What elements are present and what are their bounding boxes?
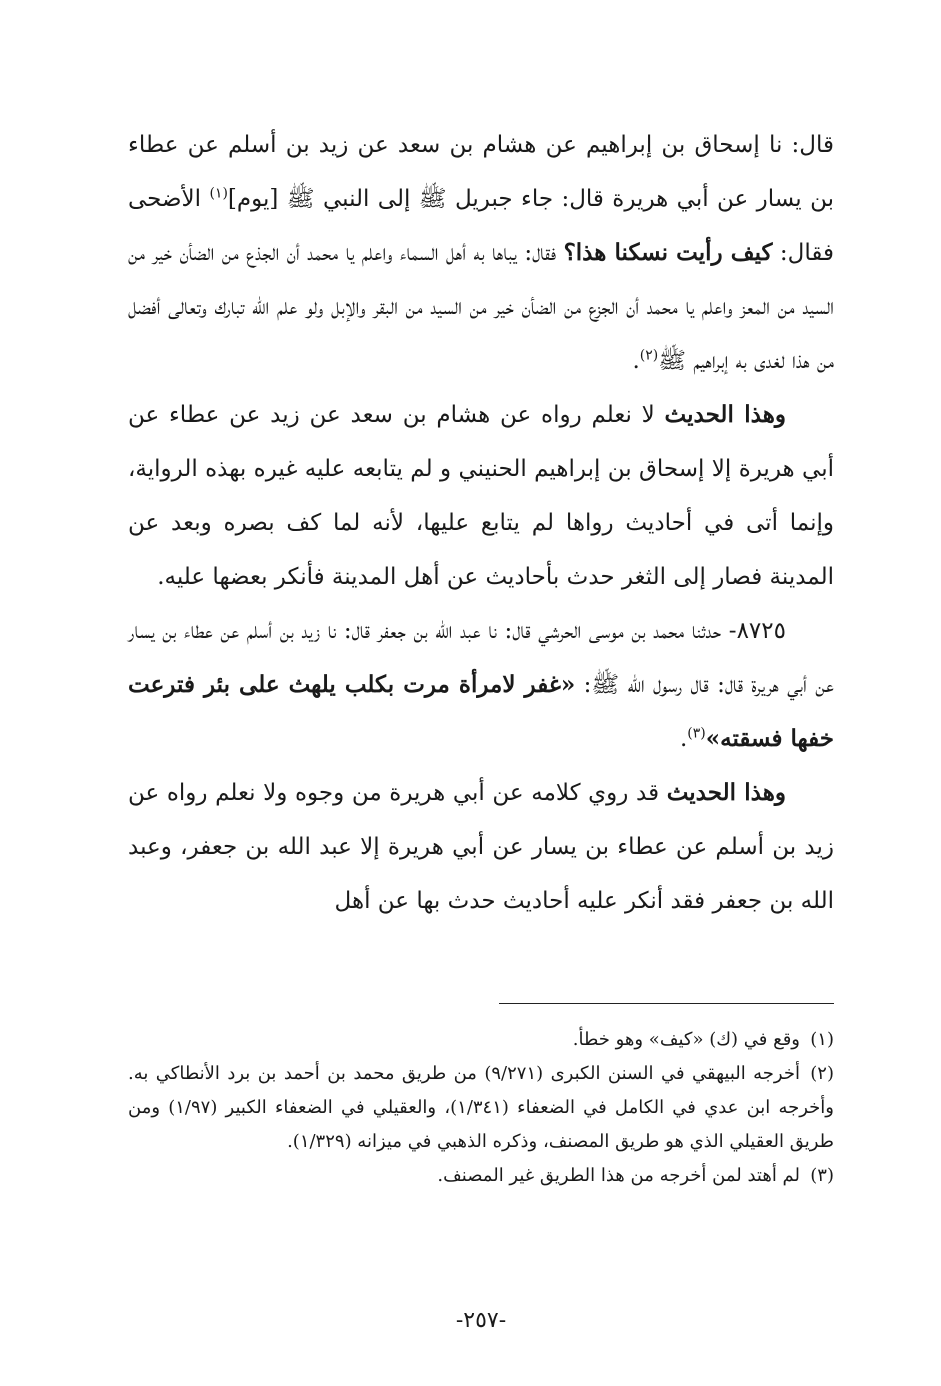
- text-run: فقال: يباها به أهل السماء واعلم يا محمد أن الجذع من الضأن خير من السيد من المعز واعلم يا محمد أن الجزع من الضأن خير من السيد من البقر والإبل ولو علم الله تبارك وتعالى أفضل من هذا لغدى به إبراهيم ﷺ: [128, 240, 834, 374]
- text-run: قال: نا إسحاق بن إبراهيم عن هشام بن سعد عن زيد بن أسلم عن عطاء بن يسار عن أبي هريرة قال: جاء جبريل ﷺ إلى النبي ﷺ [يوم]: [128, 132, 834, 212]
- text-run: لا نعلم رواه عن هشام بن سعد عن زيد عن عطاء عن أبي هريرة إلا إسحاق بن إبراهيم الحنيني و لم يتابعه عليه غيره بهذه الرواية، وإنما أتى في أحاديث رواها لم يتابع عليها، لأنه لما كف بصره وبعد عن المدينة فصار إلى الثغر حدث بأحاديث عن أهل المدينة فأنكر بعضها عليه.: [128, 402, 834, 590]
- paragraph-2: [128, 388, 834, 604]
- footnote-number: (٢): [810, 1063, 834, 1084]
- footnote-ref-2: (٢): [639, 347, 659, 364]
- footnote-separator: [499, 1003, 834, 1004]
- footnote-2: [128, 1057, 834, 1159]
- footnote-ref-1: (١): [209, 185, 228, 202]
- footnote-3: [128, 1159, 834, 1193]
- page-number: -٢٥٧-: [455, 1308, 507, 1333]
- footnote-text: أخرجه البيهقي في السنن الكبرى (٩/٢٧١) من طريق محمد بن أحمد بن برد الأنطاكي به. وأخرجه ابن عدي في الكامل في الضعفاء (١/٣٤١)، والعقيلي في الضعفاء الكبير (١/٩٧) ومن طريق العقيلي الذي هو طريق المصنف، وذكره الذهبي في ميزانه (١/٣٢٩).: [128, 1063, 835, 1152]
- text-run: قد روي كلامه عن أبي هريرة من وجوه ولا نعلم رواه عن زيد بن أسلم عن عطاء بن يسار عن أبي هريرة إلا عبد الله بن جعفر، وعبد الله بن جعفر فقد أنكر عليه أحاديث حدث بها عن أهل: [128, 780, 834, 914]
- paragraph-3: [128, 604, 834, 766]
- page: [128, 118, 835, 1333]
- text-run: ٨٧٢٥- حدثنا محمد بن موسى الحرشي قال: نا عبد الله بن جعفر قال: نا زيد بن أسلم عن عطاء بن يسار عن أبي هريرة قال: قال رسول الله ﷺ:: [128, 618, 834, 698]
- main-text: [128, 118, 834, 928]
- bold-heading: وهذا الحديث: [664, 401, 786, 428]
- footnote-number: (١): [810, 1029, 834, 1050]
- text-run: .: [679, 726, 688, 752]
- footnote-text: لم أهتد لمن أخرجه من هذا الطريق غير المصنف.: [437, 1165, 800, 1186]
- bold-quote: كيف رأيت نسكنا هذا؟: [563, 239, 773, 266]
- footnotes: [128, 1023, 834, 1193]
- text-run: .: [632, 348, 640, 374]
- paragraph-1: [128, 118, 834, 388]
- footnote-number: (٣): [810, 1165, 834, 1186]
- bold-hadith: «غفر لامرأة مرت بكلب يلهث على بئر فترعت خفها فسقته»: [128, 671, 834, 752]
- footnote-1: [128, 1023, 834, 1057]
- footnote-ref-3: (٣): [687, 725, 706, 742]
- bold-heading: وهذا الحديث: [666, 779, 786, 806]
- text-run: الأضحى فقال:: [128, 186, 834, 266]
- footnote-text: وقع في (ك) «كيف» وهو خطأ.: [572, 1029, 800, 1050]
- paragraph-4: [128, 766, 834, 928]
